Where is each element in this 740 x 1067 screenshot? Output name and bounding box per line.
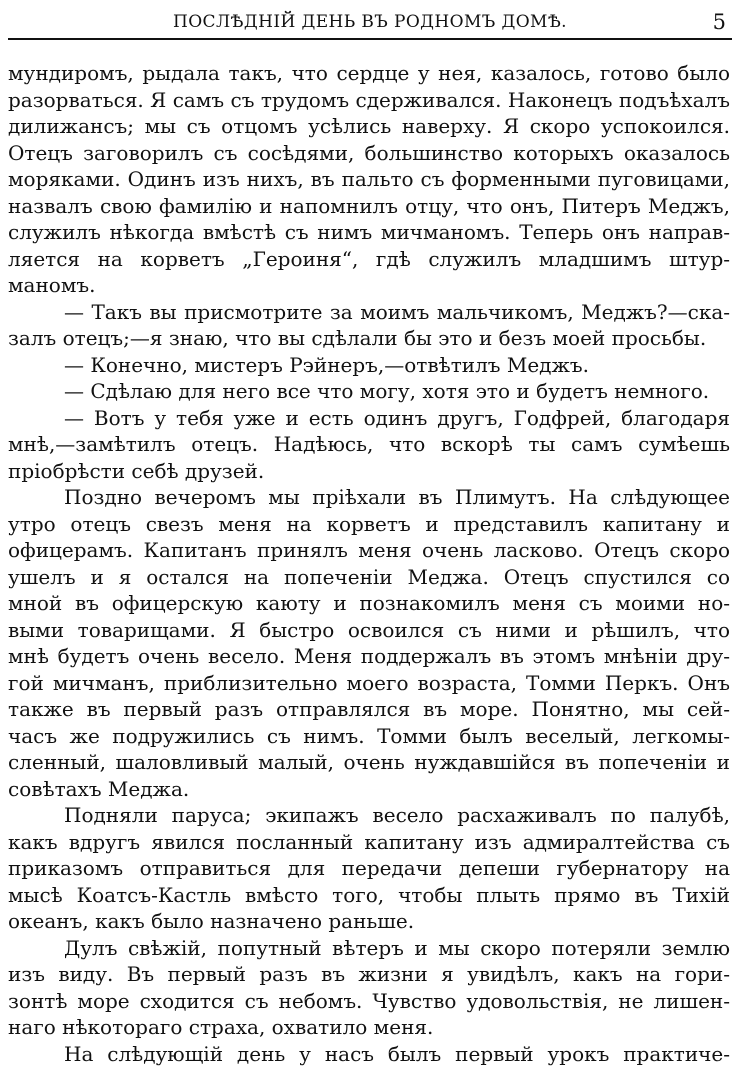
text-line: мнѣ,—замѣтилъ отецъ. Надѣюсь, что вскорѣ ты самъ сумѣешь — [8, 431, 730, 458]
running-title: ПОСЛѢДНІЙ ДЕНЬ ВЪ РОДНОМЪ ДОМѢ. — [8, 12, 732, 32]
text-line: — Такъ вы присмотрите за моимъ мальчикомъ, Меджъ?—ска- — [8, 299, 730, 326]
text-line: также въ первый разъ отправлялся въ море. Понятно, мы сей- — [8, 696, 730, 723]
text-line: Отецъ заговорилъ съ сосѣдями, большинство которыхъ оказалось — [8, 140, 730, 167]
text-line: ляется на корветъ „Героиня“, гдѣ служилъ младшимъ штур- — [8, 246, 730, 273]
text-line: Подняли паруса; экипажъ весело расхаживалъ по палубѣ, — [8, 802, 730, 829]
text-line: изъ виду. Въ первый разъ въ жизни я увидѣлъ, какъ на гори- — [8, 961, 730, 988]
text-line: моряками. Одинъ изъ нихъ, въ пальто съ форменными пуговицами, — [8, 166, 730, 193]
text-line: назвалъ свою фамилію и напомнилъ отцу, что онъ, Питеръ Меджъ, — [8, 193, 730, 220]
text-line: мной въ офицерскую каюту и познакомилъ меня съ моими но- — [8, 590, 730, 617]
text-line: океанъ, какъ было назначено раньше. — [8, 908, 730, 935]
text-line: утро отецъ свезъ меня на корветъ и представилъ капитану и — [8, 511, 730, 538]
text-line: совѣтахъ Меджа. — [8, 776, 730, 803]
text-line: разорваться. Я самъ съ трудомъ сдерживался. Наконецъ подъѣхалъ — [8, 87, 730, 114]
text-line: — Конечно, мистеръ Рэйнеръ,—отвѣтилъ Меджъ. — [8, 352, 730, 379]
text-line: дилижансъ; мы съ отцомъ усѣлись наверху. Я скоро успокоился. — [8, 113, 730, 140]
text-line: служилъ нѣкогда вмѣстѣ съ нимъ мичманомъ. Теперь онъ направ- — [8, 219, 730, 246]
text-line: Поздно вечеромъ мы пріѣхали въ Плимутъ. На слѣдующее — [8, 484, 730, 511]
text-line: пріобрѣсти себѣ друзей. — [8, 458, 730, 485]
text-line: сленный, шаловливый малый, очень нуждавшійся въ попеченіи и — [8, 749, 730, 776]
text-line: гой мичманъ, приблизительно моего возраста, Томми Перкъ. Онъ — [8, 670, 730, 697]
body-text — [8, 60, 730, 1067]
text-line: маномъ. — [8, 272, 730, 299]
text-line: офицерамъ. Капитанъ принялъ меня очень ласково. Отецъ скоро — [8, 537, 730, 564]
text-line: наго нѣкотораго страха, охватило меня. — [8, 1014, 730, 1041]
text-line: какъ вдругъ явился посланный капитану изъ адмиралтейства съ — [8, 829, 730, 856]
text-line: залъ отецъ;—я знаю, что вы сдѣлали бы это и безъ моей просьбы. — [8, 325, 730, 352]
text-line: ушелъ и я остался на попеченіи Меджа. Отецъ спустился со — [8, 564, 730, 591]
text-line: Дулъ свѣжій, попутный вѣтеръ и мы скоро потеряли землю — [8, 935, 730, 962]
text-line: часъ же подружились съ нимъ. Томми былъ веселый, легкомы- — [8, 723, 730, 750]
text-line: зонтѣ море сходится съ небомъ. Чувство удовольствія, не лишен- — [8, 988, 730, 1015]
text-line: — Сдѣлаю для него все что могу, хотя это и будетъ немного. — [8, 378, 730, 405]
text-line: На слѣдующій день у насъ былъ первый урокъ практиче- — [8, 1041, 730, 1067]
text-line: мнѣ будетъ очень весело. Меня поддержалъ въ этомъ мнѣніи дру- — [8, 643, 730, 670]
page-number: 5 — [713, 10, 726, 34]
text-line: — Вотъ у тебя уже и есть одинъ другъ, Годфрей, благодаря — [8, 405, 730, 432]
text-line: мундиромъ, рыдала такъ, что сердце у нея, казалось, готово было — [8, 60, 730, 87]
text-line: выми товарищами. Я быстро освоился съ ними и рѣшилъ, что — [8, 617, 730, 644]
text-line: приказомъ отправиться для передачи депеши губернатору на — [8, 855, 730, 882]
text-line: мысѣ Коатсъ-Кастль вмѣсто того, чтобы плыть прямо въ Тихій — [8, 882, 730, 909]
page-header — [8, 8, 732, 40]
